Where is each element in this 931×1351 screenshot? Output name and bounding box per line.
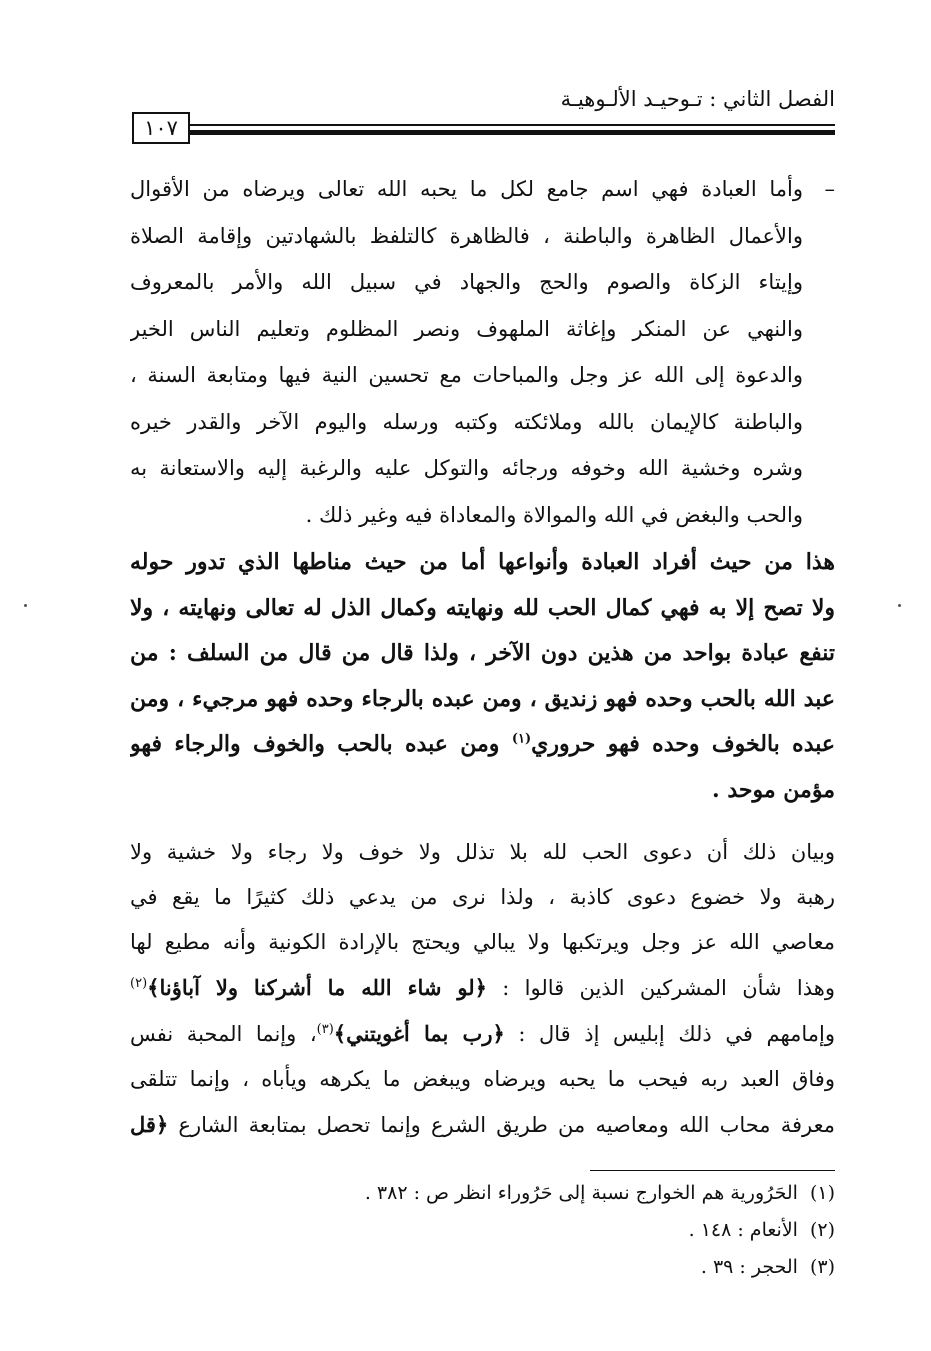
quran-quote: ﴿قل — [130, 1112, 169, 1137]
text-line: –وأما العبادة فهي اسم جامع لكل ما يحبه الله تعالى ويرضاه من الأقوال — [130, 166, 835, 213]
text-line: وبيان ذلك أن دعوى الحب لله بلا تذلل ولا خوف ولا رجاء ولا خشية ولا — [130, 840, 835, 864]
text-line: معاصي الله عز وجل ويرتكبها ولا يبالي ويحتج بالإرادة الكونية وأنه مطيع لها — [130, 930, 835, 954]
text-line: وإمامهم في ذلك إبليس إذ قال : ﴿رب بما أغويتني﴾$^{(٣)}$، وإنما المحبة نفس — [130, 1021, 835, 1046]
text-line: رهبة ولا خضوع دعوى كاذبة ، ولذا نرى من يدعي ذلك كثيرًا ما يقع في — [130, 885, 835, 909]
text-line: معرفة محاب الله ومعاصيه من طريق الشرع وإنما تحصل بمتابعة الشارع ﴿قل — [130, 1112, 835, 1137]
text-line: هذا من حيث أفراد العبادة وأنواعها أما من حيث مناطها الذي تدور حوله — [130, 549, 835, 575]
text-line: عبده بالخوف وحده فهو حروري$^{(١)}$ ومن عبده بالحب والخوف والرجاء فهو — [130, 731, 835, 757]
quran-quote: ﴿لو شاء الله ما أشركنا ولا آباؤنا﴾ — [147, 975, 487, 1000]
footnote-number: (٣) — [809, 1256, 835, 1278]
scan-speck — [24, 604, 27, 607]
paragraph-worship-basis — [130, 540, 835, 813]
footnote-ref-3: (٣) — [316, 1022, 334, 1037]
header-rule-thick — [188, 130, 835, 135]
header-rule-thin — [188, 124, 835, 126]
text-line: والباطنة كالإيمان بالله وملائكته وكتبه ورسله واليوم الآخر والقدر خيره — [130, 409, 803, 434]
text-line: وإيتاء الزكاة والصوم والحج والجهاد في سبيل الله والأمر بالمعروف — [130, 270, 803, 294]
text-line: والنهي عن المنكر وإغاثة الملهوف ونصر المظلوم وتعليم الناس الخير — [130, 316, 803, 341]
text-line: وشره وخشية الله وخوفه ورجائه والتوكل عليه والرغبة إليه والاستعانة به — [130, 456, 803, 480]
footnote-number: (١) — [809, 1182, 835, 1204]
footnote-text: الأنعام : ١٤٨ . — [688, 1219, 798, 1241]
footnote-text: الحَرُورية هم الخوارج نسبة إلى حَرُوراء انظر ص : ٣٨٢ . — [364, 1182, 798, 1204]
scan-speck — [898, 604, 901, 607]
text-line: والدعوة إلى الله عز وجل والمباحات مع تحسين النية فيها ومتابعة السنة ، — [130, 363, 803, 387]
footnote-number: (٢) — [809, 1219, 835, 1241]
footnote-item — [130, 1249, 835, 1286]
text-line: تنفع عبادة بواحد من هذين دون الآخر ، ولذا قال من قال من السلف : من — [130, 640, 835, 666]
text-line: والأعمال الظاهرة والباطنة ، فالظاهرة كالتلفظ بالشهادتين وإقامة الصلاة — [130, 223, 803, 248]
footnote-ref-2: (٢) — [130, 976, 148, 991]
paragraph-worship-definition — [130, 166, 835, 538]
footnote-item — [130, 1212, 835, 1249]
footnote-separator — [590, 1170, 835, 1171]
list-dash: – — [824, 177, 835, 201]
footnote-ref-1: (١) — [511, 731, 532, 747]
footnote-item — [130, 1175, 835, 1212]
paragraph-love-claim — [130, 830, 835, 1148]
page-number: ١٠٧ — [132, 112, 190, 144]
quran-quote: ﴿رب بما أغويتني﴾ — [333, 1021, 505, 1046]
chapter-title: الفصل الثاني : تـوحيـد الألـوهيـة — [560, 87, 835, 111]
text-line: ولا تصح إلا به فهي كمال الحب لله ونهايته وكمال الذل له تعالى ونهايته ، ولا — [130, 594, 835, 621]
text-line: مؤمن موحد . — [712, 776, 835, 803]
text-line: وهذا شأن المشركين الذين قالوا : ﴿لو شاء الله ما أشركنا ولا آباؤنا﴾$^{(٢)}$ — [130, 975, 835, 1000]
text-line: والحب والبغض في الله والموالاة والمعاداة فيه وغير ذلك . — [305, 502, 803, 527]
text-line: وفاق العبد ربه فيحب ما يحبه ويرضاه ويبغض ما يكرهه ويأباه ، وإنما تتلقى — [130, 1067, 835, 1091]
text-line: عبد الله بالحب وحده فهو زنديق ، ومن عبده بالرجاء وحده فهو مرجيء ، ومن — [130, 685, 835, 712]
footnote-text: الحجر : ٣٩ . — [700, 1256, 798, 1278]
footnotes — [130, 1175, 835, 1286]
